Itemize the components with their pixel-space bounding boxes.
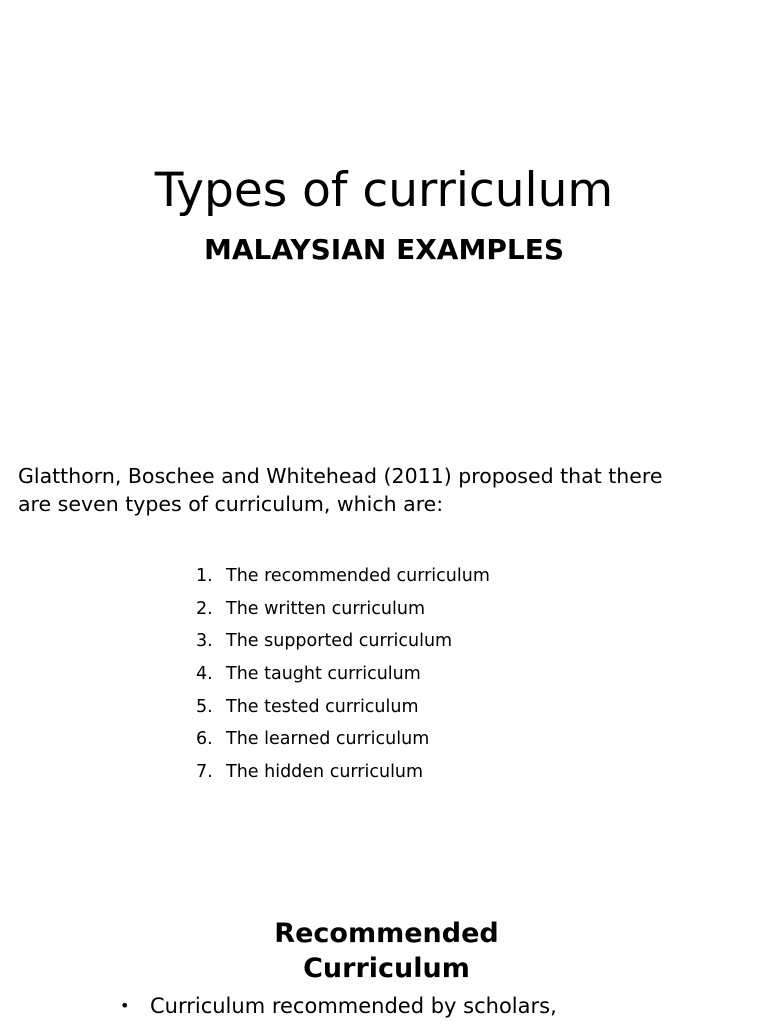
- list-item-number: 1.: [196, 566, 213, 586]
- recommended-curriculum-slide: [0, 880, 768, 1024]
- bullet-icon: •: [120, 996, 130, 1015]
- list-item-number: 2.: [196, 598, 213, 619]
- list-item-label: The recommended curriculum: [226, 566, 490, 586]
- list-item-label: The learned curriculum: [226, 729, 430, 750]
- list-item: [196, 597, 490, 630]
- list-item: [196, 662, 490, 695]
- title-slide: [0, 0, 768, 440]
- list-item: [196, 564, 490, 597]
- list-item-number: 6.: [196, 729, 213, 750]
- list-item-number: 7.: [196, 762, 213, 783]
- section-heading-line-1: Recommended: [274, 918, 499, 949]
- list-item: [196, 760, 490, 793]
- list-item-label: The written curriculum: [226, 598, 425, 619]
- list-item-label: The supported curriculum: [226, 631, 453, 652]
- list-item-label: The taught curriculum: [226, 664, 421, 685]
- list-item: [196, 727, 490, 760]
- list-item-number: 3.: [196, 631, 213, 652]
- list-item: [196, 695, 490, 728]
- bullet-item: [120, 992, 557, 1020]
- bullet-text: Curriculum recommended by scholars,: [150, 994, 557, 1018]
- list-item-label: The hidden curriculum: [226, 762, 424, 783]
- list-item-label: The tested curriculum: [226, 696, 419, 717]
- curriculum-types-list: [196, 564, 490, 793]
- section-heading: [0, 916, 768, 986]
- intro-paragraph: [18, 462, 748, 518]
- intro-slide: [0, 440, 768, 880]
- list-item-number: 4.: [196, 664, 213, 685]
- list-item: [196, 629, 490, 662]
- list-item-number: 5.: [196, 696, 213, 717]
- page-subtitle: MALAYSIAN EXAMPLES: [204, 233, 564, 266]
- intro-line-1: Glatthorn, Boschee and Whitehead (2011) proposed that there: [18, 464, 663, 488]
- section-heading-line-2: Curriculum: [303, 953, 470, 984]
- intro-line-2: are seven types of curriculum, which are:: [18, 492, 444, 516]
- page-title: Types of curriculum: [154, 163, 614, 218]
